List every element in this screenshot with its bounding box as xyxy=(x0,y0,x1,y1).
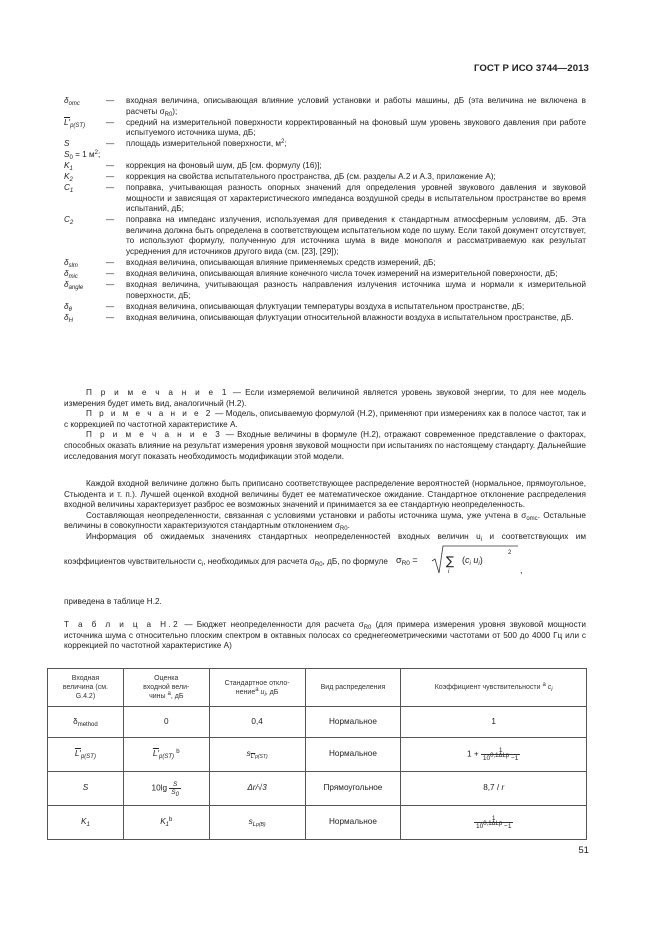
note-3: П р и м е ч а н и е 3 — Входные величины в формуле (Н.2), отражают современное представление о факторах, способных оказать влияние на результат измерения уровня звуковой мощности при испытаниях по настоящему стандарту. Дальнейшие исследования могут показать необходимость модификации этой модели. xyxy=(64,430,586,461)
svg-text:(ci ui): ($c_i$ $u_i$) xyxy=(462,554,483,567)
svg-text:2: 2 xyxy=(508,549,512,556)
definition-item: $\delta_{mic}$ — входная величина, описывающая влияние конечного числа точек измерений на измерительной поверхности, дБ; xyxy=(64,269,558,281)
svg-text:σR0 =: $\sigma_{R0}$ = xyxy=(396,554,418,567)
svg-text:i: i xyxy=(448,568,450,575)
paragraph: Каждой входной величине должно быть приписано соответствующее распределение вероятностей (нормальное, прямоугольное, Стьюдента и т. п.). Лучшей оценкой входной величины будет ее математическое ожидание. Стандартное отклонение распределения входной величины характеризует разброс ее возможных значений и принимается за ее стандартную неопределенность. xyxy=(64,479,586,510)
definition-item: $K_2$ — коррекция на свойства испытательного пространства, дБ (см. разделы А.2 и А.3, приложение А); xyxy=(64,172,496,184)
definition-item: S — площадь измерительной поверхности, $м^2$; xyxy=(64,139,287,149)
notes xyxy=(64,388,586,462)
table-row: $\delta_{method}$ 0 0,4 Нормальное 1 xyxy=(48,707,587,738)
table-header-row xyxy=(48,669,587,707)
page-number: 51 xyxy=(578,845,589,856)
paragraph: Составляющая неопределенности, связанная с условиями установки и работы источника шума, уже учтена в $\sigma_{omc}$. Остальные величины в совокупности характеризуются стандартным отклонением $\sigma_{R0}$. xyxy=(64,510,586,533)
uncertainty-formula xyxy=(396,543,526,581)
sqrt-sum-formula xyxy=(396,543,526,577)
definition-item: $K_1$ — коррекция на фоновый шум, дБ [см. формулу (16)]; xyxy=(64,161,322,173)
definition-item: $C_2$ — поправка на импеданс излучения, используемая для приведения к стандартным атмосферным условиям, дБ. Эта величина должна быть определена в соответствующем испытательном коде по шуму. Если такой документ отсутствует, то используют формулу, полученную для источника шума в виде монополя и рассматриваемую как результат усреднения для источников другого вида (см. [23], [29]); xyxy=(64,215,586,257)
definition-item: $S_0 = 1$ $м^2$; xyxy=(64,150,101,162)
definition-item: $\delta_{slm}$ — входная величина, описывающая влияние применяемых средств измерений, дБ; xyxy=(64,258,436,270)
definition-item: $\delta_H$ — входная величина, описывающая флуктуации относительной влажности воздуха в испытательном пространстве, дБ. xyxy=(64,312,574,324)
definitions-list xyxy=(64,96,586,324)
definition-item: $C_1$ — поправка, учитывающая разность опорных значений для определения уровней звукового давления и звуковой мощности и зависящая от характеристического импеданса воздушной среды в испытательном пространстве во время испытаний, дБ; xyxy=(64,183,586,214)
standard-header: ГОСТ Р ИСО 3744—2013 xyxy=(473,63,589,74)
definition-item: $\delta_{angle}$ — входная величина, учитывающая разность направления излучения источника шума и нормали к измерительной поверхности, дБ; xyxy=(64,280,586,300)
header-std-dev: Стандартное откло- нение$^a$ $u_i$, дБ xyxy=(209,669,305,707)
body-text xyxy=(64,479,586,580)
definition-item: $\delta_\theta$ — входная величина, описывающая флуктуации температуры воздуха в испытательном пространстве, дБ; xyxy=(64,301,525,313)
paragraph: Информация об ожидаемых значениях стандартных неопределенностей входных величин $u_i$ и соответствующих им коэффициентов чувствительности $c_i$, необходимых для расчета $\sigma_{R0}$, дБ, по формуле $\sigma_{R0}$ = ∑ i ($c_i$ $u_i$) 2 , xyxy=(64,532,586,580)
table-row: $L'_{p(ST)}$ $L'_{p(ST)}$ $^b$ $s_{L'p(ST)}$ Нормальное 1 + $\frac{1}{10^{0,1\Delta Lp} -1}$ xyxy=(48,738,587,772)
table-row: S 10lg $\frac{S}{S_0}$ Δr/√3 Прямоугольное 8,7 / r xyxy=(48,772,587,806)
note-1: П р и м е ч а н и е 1 — Если измеряемой величиной является уровень звуковой энергии, то для нее модель измерения будет иметь вид, аналогичный (Н.2). xyxy=(64,388,586,408)
header-input-quantity: Входная величина (см. G.4.2) xyxy=(48,669,124,707)
svg-text:∑: ∑ xyxy=(446,553,455,568)
table-row: $K_1$ $K_1^b$ $s_{Lp(B)}$ Нормальное $\frac{1}{10^{0,1\Delta Lp} -1}$ xyxy=(48,806,587,840)
table-ref: приведена в таблице Н.2. xyxy=(64,597,162,606)
svg-text:,: , xyxy=(520,564,523,575)
definition-item: $\delta_{omc}$ — входная величина, описывающая влияние условий установки и работы машины, дБ (эта величина не включена в расчеты $\sigma_{R0}$); xyxy=(64,96,586,118)
header-sensitivity: Коэффициент чувствительности $^a$ $c_i$ xyxy=(401,669,587,707)
note-2: П р и м е ч а н и е 2 — Модель, описываемую формулой (Н.2), применяют при измерениях как в полосе частот, так и с коррекцией по частотной характеристике А. xyxy=(64,409,586,429)
definition-item: $L'_{p(ST)}$ — средний на измерительной поверхности корректированный на фоновый шум уровень звукового давления при работе испытуемого источника шума, дБ; xyxy=(64,117,586,138)
table-caption: Т а б л и ц а Н.2 — Бюджет неопределенности для расчета $\sigma_{R0}$ (для примера измерения уровня звуковой мощности источника шума с относительно плоским спектром в октавных полосах со среднегеометрическими частотами от 500 до 4000 Гц или с коррекцией по частотной характеристике А) xyxy=(64,620,586,651)
header-estimate: Оценка входной вели- чины $^a$, дБ xyxy=(123,669,209,707)
header-distribution: Вид распределения xyxy=(305,669,401,707)
uncertainty-budget-table xyxy=(47,668,587,840)
